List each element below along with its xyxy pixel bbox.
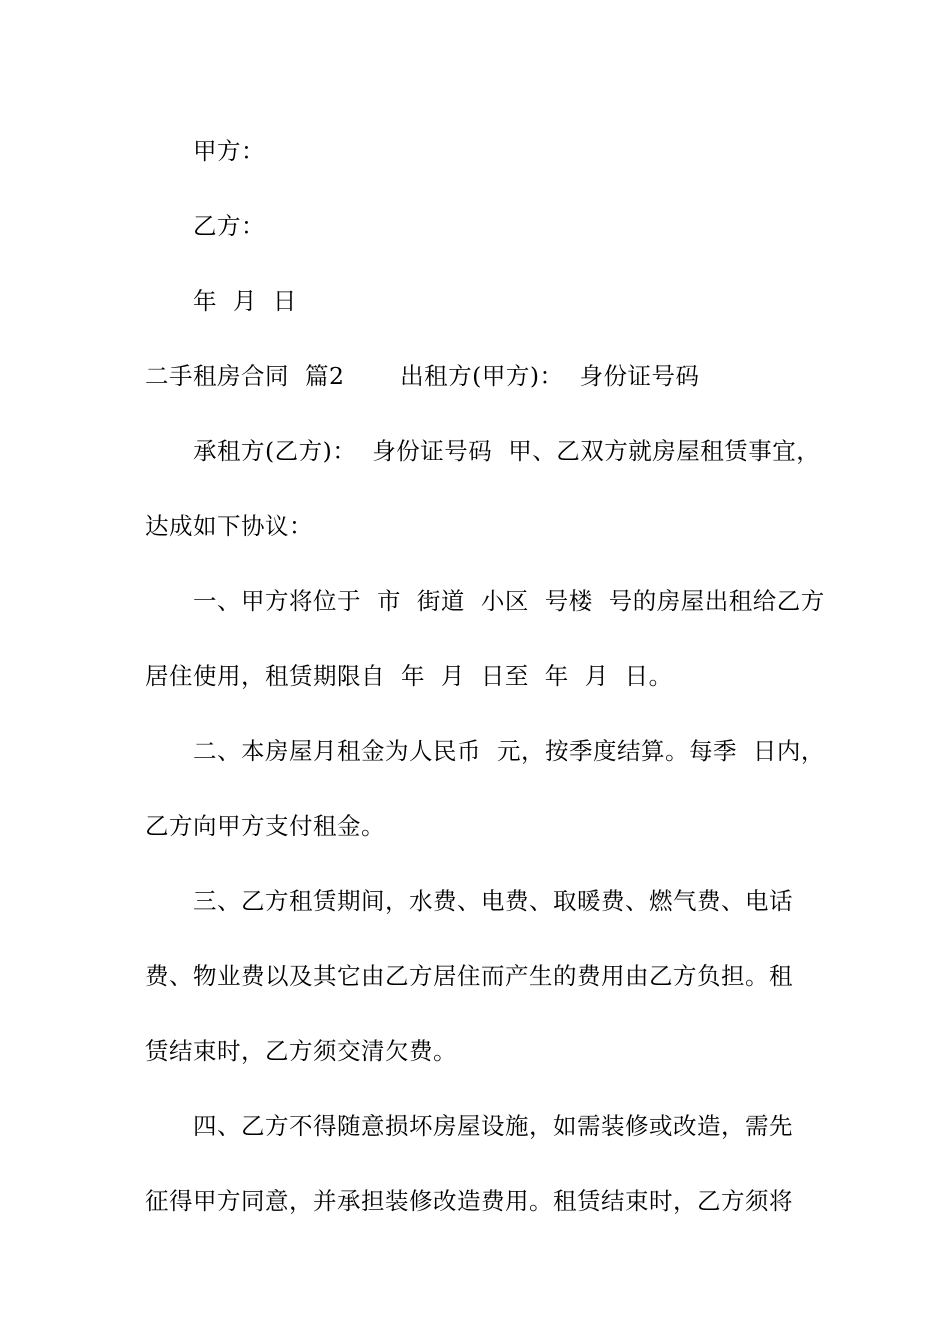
party-a-label: 甲方： <box>193 137 265 165</box>
clause-3-line-3: 赁结束时，乙方须交清欠费。 <box>145 1037 457 1065</box>
clause-4-line-1: 四、乙方不得随意损坏房屋设施，如需装修或改造，需先 <box>193 1112 793 1140</box>
clause-3-line-1: 三、乙方租赁期间，水费、电费、取暖费、燃气费、电话 <box>193 887 793 915</box>
clause-1-line-2: 居住使用，租赁期限自 年 月 日至 年 月 日。 <box>145 662 673 690</box>
clause-4-line-2: 征得甲方同意，并承担装修改造费用。租赁结束时，乙方须将 <box>145 1187 793 1215</box>
clause-2-line-2: 乙方向甲方支付租金。 <box>145 812 385 840</box>
clause-1-line-1: 一、甲方将位于 市 街道 小区 号楼 号的房屋出租给乙方 <box>193 587 825 615</box>
lessee-line: 承租方(乙方)： 身份证号码 甲、乙双方就房屋租赁事宜， <box>193 437 821 465</box>
date-line: 年 月 日 <box>193 287 297 315</box>
contract-heading-line: 二手租房合同 篇2 出租方(甲方)： 身份证号码 <box>145 362 700 390</box>
party-b-label: 乙方： <box>193 212 265 240</box>
clause-3-line-2: 费、物业费以及其它由乙方居住而产生的费用由乙方负担。租 <box>145 962 793 990</box>
agreement-intro-line: 达成如下协议： <box>145 512 313 540</box>
clause-2-line-1: 二、本房屋月租金为人民币 元，按季度结算。每季 日内， <box>193 737 825 765</box>
